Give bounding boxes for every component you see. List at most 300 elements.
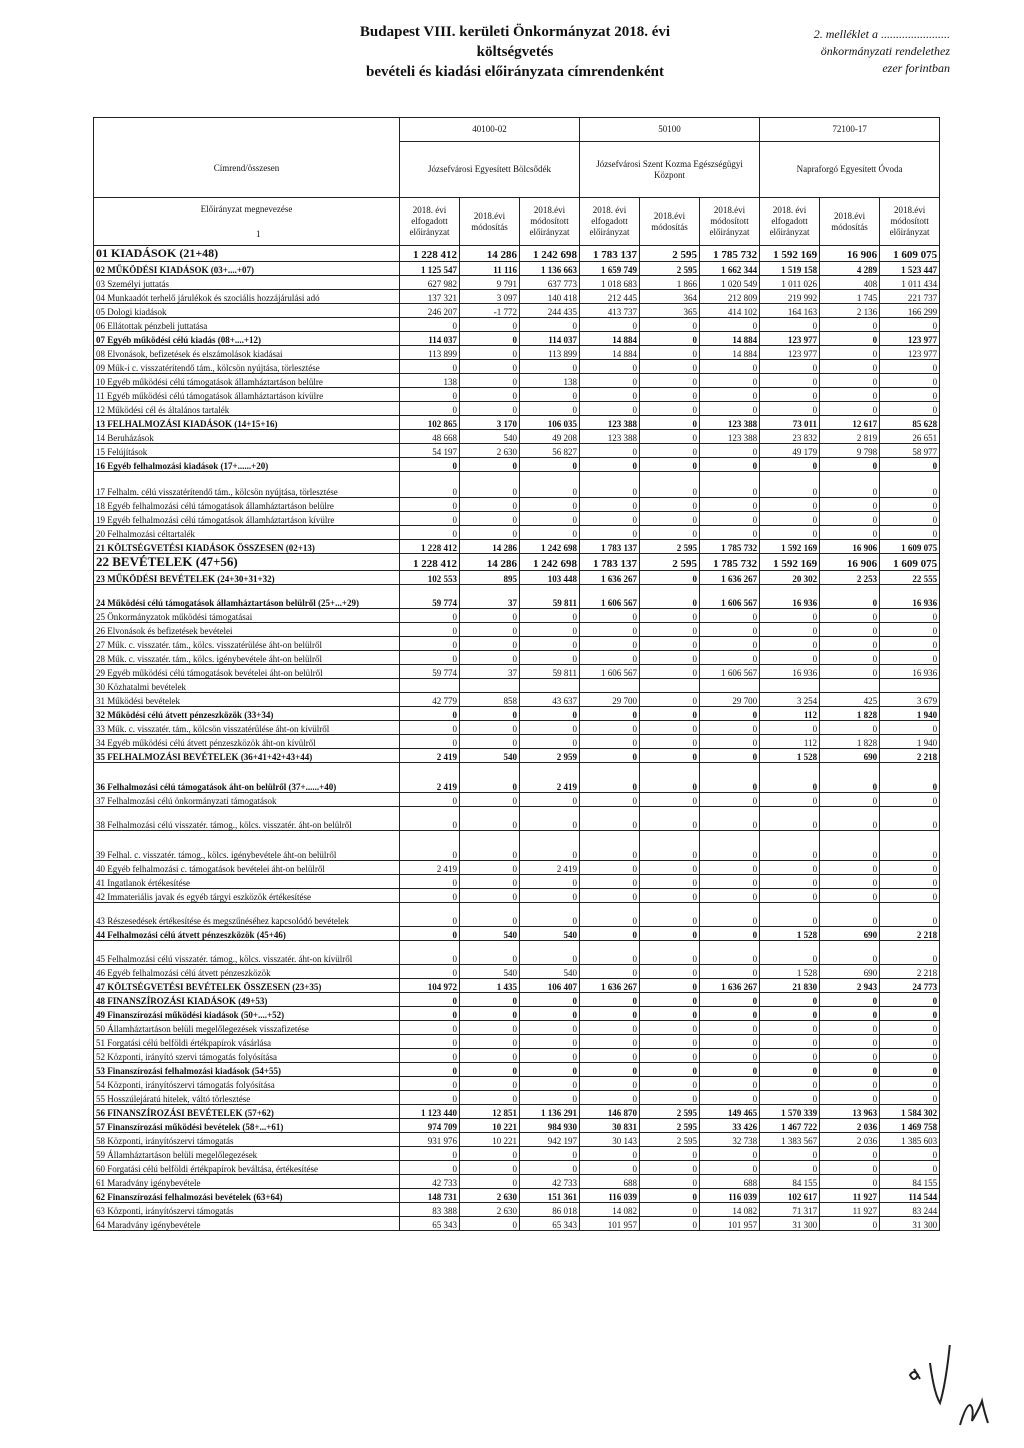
value-cell: 14 884 <box>700 346 760 360</box>
value-cell: 0 <box>760 318 820 332</box>
row-label: 24 Működési célú támogatások államháztartáson belülről (25+...+29) <box>94 585 400 609</box>
value-cell: 408 <box>820 276 880 290</box>
value-cell: 20 302 <box>760 571 820 585</box>
value-cell: 2 630 <box>460 1189 520 1203</box>
value-cell: 112 <box>760 707 820 721</box>
value-cell: 0 <box>760 512 820 526</box>
row-label: 22 BEVÉTELEK (47+56) <box>94 554 400 571</box>
value-cell: 2 036 <box>820 1133 880 1147</box>
value-cell: 0 <box>820 941 880 965</box>
table-row <box>94 246 940 262</box>
value-cell: 0 <box>760 360 820 374</box>
row-label: 43 Részesedések értékesítése és megszűnéséhez kapcsolódó bevételek <box>94 903 400 927</box>
value-cell: 0 <box>700 1021 760 1035</box>
value-cell: 688 <box>700 1175 760 1189</box>
row-label: 18 Egyéb felhalmozási célú támogatások államháztartáson belülre <box>94 498 400 512</box>
value-cell: 16 936 <box>760 665 820 679</box>
value-cell: 540 <box>520 927 580 941</box>
value-cell: 14 286 <box>460 246 520 262</box>
row-label: 01 KIADÁSOK (21+48) <box>94 246 400 262</box>
value-cell: 0 <box>580 637 640 651</box>
table-row <box>94 609 940 623</box>
table-row <box>94 571 940 585</box>
corner-cell <box>94 118 400 198</box>
value-cell: 0 <box>700 1147 760 1161</box>
value-cell: 0 <box>820 388 880 402</box>
value-cell: 0 <box>580 861 640 875</box>
value-cell: 0 <box>880 318 940 332</box>
value-cell: 1 785 732 <box>700 540 760 554</box>
value-cell: 0 <box>700 965 760 979</box>
value-cell: 149 465 <box>700 1105 760 1119</box>
value-cell: 2 419 <box>400 763 460 793</box>
row-label: 07 Egyéb működési célú kiadás (08+....+12) <box>94 332 400 346</box>
value-cell: 0 <box>400 1021 460 1035</box>
value-cell: 364 <box>640 290 700 304</box>
value-cell: 0 <box>400 1077 460 1091</box>
value-cell: 0 <box>880 1035 940 1049</box>
value-cell: 984 930 <box>520 1119 580 1133</box>
value-cell: 0 <box>640 1077 700 1091</box>
value-cell: 540 <box>460 965 520 979</box>
value-cell: 11 927 <box>820 1189 880 1203</box>
value-cell: 84 155 <box>760 1175 820 1189</box>
value-cell <box>820 679 880 693</box>
value-cell: 0 <box>580 458 640 472</box>
value-cell: 0 <box>640 979 700 993</box>
value-cell: 1 636 267 <box>700 571 760 585</box>
value-cell: 2 419 <box>520 861 580 875</box>
value-cell: 0 <box>400 721 460 735</box>
table-row <box>94 679 940 693</box>
value-cell: 0 <box>700 623 760 637</box>
value-cell: 0 <box>580 965 640 979</box>
code-header-row <box>94 118 940 142</box>
value-cell: 1 242 698 <box>520 540 580 554</box>
value-cell: 690 <box>820 927 880 941</box>
value-cell: 140 418 <box>520 290 580 304</box>
value-cell: 0 <box>520 472 580 498</box>
value-cell: 59 811 <box>520 585 580 609</box>
value-cell: 0 <box>580 749 640 763</box>
value-cell: 123 977 <box>880 346 940 360</box>
value-cell: 14 884 <box>580 332 640 346</box>
value-cell: 0 <box>580 993 640 1007</box>
value-cell: 1 745 <box>820 290 880 304</box>
value-cell: 0 <box>640 965 700 979</box>
value-cell: 11 927 <box>820 1203 880 1217</box>
value-cell: 0 <box>640 831 700 861</box>
value-cell: 1 606 567 <box>580 585 640 609</box>
row-label: 36 Felhalmozási célú támogatások áht-on belülről (37+......+40) <box>94 763 400 793</box>
table-row <box>94 1063 940 1077</box>
value-cell: 0 <box>820 318 880 332</box>
value-cell: 0 <box>580 721 640 735</box>
value-cell: 0 <box>880 993 940 1007</box>
table-row <box>94 1021 940 1035</box>
value-cell: 71 317 <box>760 1203 820 1217</box>
value-cell: 0 <box>520 388 580 402</box>
value-cell: 0 <box>580 526 640 540</box>
subheader-row <box>94 198 940 246</box>
value-cell: 0 <box>760 1035 820 1049</box>
value-cell: 0 <box>700 793 760 807</box>
value-cell: 0 <box>520 735 580 749</box>
value-cell: 0 <box>760 721 820 735</box>
value-cell: 0 <box>460 458 520 472</box>
value-cell: 0 <box>580 444 640 458</box>
value-cell: 0 <box>640 526 700 540</box>
value-cell: 138 <box>400 374 460 388</box>
value-cell: 0 <box>760 402 820 416</box>
value-cell: 83 388 <box>400 1203 460 1217</box>
value-cell: 2 595 <box>640 1119 700 1133</box>
value-cell: 212 809 <box>700 290 760 304</box>
value-cell: 0 <box>880 609 940 623</box>
value-cell: 0 <box>760 1147 820 1161</box>
value-cell: 0 <box>880 1049 940 1063</box>
value-cell: 0 <box>820 1007 880 1021</box>
value-cell: 0 <box>460 1035 520 1049</box>
value-cell: 0 <box>520 402 580 416</box>
value-cell: 14 082 <box>700 1203 760 1217</box>
value-cell: 0 <box>700 1049 760 1063</box>
value-cell: 0 <box>640 609 700 623</box>
value-cell: 148 731 <box>400 1189 460 1203</box>
value-cell: 1 123 440 <box>400 1105 460 1119</box>
value-cell: 0 <box>820 763 880 793</box>
value-cell: 164 163 <box>760 304 820 318</box>
value-cell: 0 <box>640 807 700 831</box>
row-label: 04 Munkaadót terhelő járulékok és szociális hozzájárulási adó <box>94 290 400 304</box>
unit-name-1: Józsefvárosi Egyesített Bölcsődék <box>400 142 580 198</box>
value-cell: 0 <box>460 941 520 965</box>
value-cell: 0 <box>460 360 520 374</box>
value-cell: 114 544 <box>880 1189 940 1203</box>
value-cell: 0 <box>880 861 940 875</box>
title-line-1: Budapest VIII. kerületi Önkormányzat 2018. évi költségvetés <box>359 24 671 60</box>
value-cell: 24 773 <box>880 979 940 993</box>
value-cell: 1 606 567 <box>700 585 760 609</box>
value-cell <box>520 679 580 693</box>
value-cell: 0 <box>640 1189 700 1203</box>
value-cell: 0 <box>580 875 640 889</box>
title-line-2: bevételi és kiadási előirányzata címrendenként <box>365 64 665 80</box>
value-cell: 0 <box>700 609 760 623</box>
value-cell: 858 <box>460 693 520 707</box>
value-cell: 0 <box>580 763 640 793</box>
table-row <box>94 903 940 927</box>
value-cell: 37 <box>460 665 520 679</box>
value-cell: 1 592 169 <box>760 246 820 262</box>
value-cell: 0 <box>400 965 460 979</box>
value-cell: 0 <box>880 637 940 651</box>
value-cell <box>760 679 820 693</box>
value-cell: 0 <box>580 472 640 498</box>
value-cell: 16 936 <box>880 665 940 679</box>
value-cell: 0 <box>880 889 940 903</box>
value-cell: 0 <box>520 1007 580 1021</box>
value-cell: 0 <box>760 374 820 388</box>
value-cell: 0 <box>880 941 940 965</box>
value-cell: 0 <box>700 889 760 903</box>
value-cell: 0 <box>460 1063 520 1077</box>
value-cell: 14 286 <box>460 554 520 571</box>
table-row <box>94 665 940 679</box>
value-cell: 974 709 <box>400 1119 460 1133</box>
row-label: 35 FELHALMOZÁSI BEVÉTELEK (36+41+42+43+44) <box>94 749 400 763</box>
value-cell: 0 <box>820 875 880 889</box>
table-row <box>94 623 940 637</box>
value-cell: 0 <box>880 402 940 416</box>
value-cell: 0 <box>520 1021 580 1035</box>
value-cell: 0 <box>880 360 940 374</box>
value-cell: 48 668 <box>400 430 460 444</box>
value-cell: 365 <box>640 304 700 318</box>
value-cell: 0 <box>640 585 700 609</box>
value-cell: 0 <box>580 1161 640 1175</box>
value-cell: 2 218 <box>880 965 940 979</box>
value-cell: 11 116 <box>460 262 520 276</box>
value-cell <box>460 679 520 693</box>
value-cell: 0 <box>460 512 520 526</box>
value-cell: 0 <box>580 1063 640 1077</box>
value-cell: 414 102 <box>700 304 760 318</box>
value-cell: 16 936 <box>760 585 820 609</box>
table-row <box>94 540 940 554</box>
row-label: 17 Felhalm. célú visszatérítendő tám., kölcsön nyújtása, törlesztése <box>94 472 400 498</box>
row-label: 16 Egyéb felhalmozási kiadások (17+......+20) <box>94 458 400 472</box>
row-label: 33 Műk. c. visszatér. tám., kölcsön visszatérülése áht-on kívülről <box>94 721 400 735</box>
row-label: 61 Maradvány igénybevétele <box>94 1175 400 1189</box>
value-cell: 0 <box>580 512 640 526</box>
value-cell: 1 636 267 <box>580 571 640 585</box>
value-cell: 0 <box>760 1021 820 1035</box>
value-cell <box>700 679 760 693</box>
value-cell: 0 <box>700 374 760 388</box>
value-cell: 73 011 <box>760 416 820 430</box>
table-row <box>94 512 940 526</box>
value-cell: 0 <box>400 360 460 374</box>
row-label: 02 MŰKÖDÉSI KIADÁSOK (03+....+07) <box>94 262 400 276</box>
value-cell: 0 <box>400 735 460 749</box>
value-cell: 1 570 339 <box>760 1105 820 1119</box>
table-row <box>94 1217 940 1231</box>
value-cell: 1 385 603 <box>880 1133 940 1147</box>
value-cell: 31 300 <box>880 1217 940 1231</box>
row-label: 34 Egyéb működési célú átvett pénzeszközök áht-on kívülről <box>94 735 400 749</box>
table-row <box>94 941 940 965</box>
value-cell: 16 906 <box>820 554 880 571</box>
row-label: 38 Felhalmozási célú visszatér. támog., kölcs. visszatér. áht-on belülről <box>94 807 400 831</box>
value-cell: 2 595 <box>640 246 700 262</box>
value-cell: 1 136 291 <box>520 1105 580 1119</box>
value-cell <box>880 679 940 693</box>
value-cell: 0 <box>520 831 580 861</box>
value-cell: 0 <box>640 623 700 637</box>
value-cell: 1 866 <box>640 276 700 290</box>
value-cell <box>640 679 700 693</box>
value-cell: 0 <box>520 512 580 526</box>
row-label: 47 KÖLTSÉGVETÉSI BEVÉTELEK ÖSSZESEN (23+35) <box>94 979 400 993</box>
value-cell: 0 <box>460 374 520 388</box>
value-cell: 0 <box>520 637 580 651</box>
value-cell: 0 <box>700 763 760 793</box>
row-label: 58 Központi, irányítószervi támogatás <box>94 1133 400 1147</box>
value-cell: 104 972 <box>400 979 460 993</box>
value-cell: 0 <box>520 993 580 1007</box>
unit-label: ezer forintban <box>882 61 950 75</box>
value-cell: 2 959 <box>520 749 580 763</box>
value-cell: 1 783 137 <box>580 246 640 262</box>
value-cell: 0 <box>400 903 460 927</box>
row-label: 49 Finanszírozási működési kiadások (50+....+52) <box>94 1007 400 1021</box>
value-cell: 540 <box>520 965 580 979</box>
value-cell: 0 <box>580 903 640 927</box>
value-cell: 0 <box>580 735 640 749</box>
value-cell: 0 <box>820 498 880 512</box>
value-cell: 3 254 <box>760 693 820 707</box>
value-cell: 0 <box>580 318 640 332</box>
row-label: 12 Működési cél és általános tartalék <box>94 402 400 416</box>
value-cell: 0 <box>880 512 940 526</box>
value-cell: 30 143 <box>580 1133 640 1147</box>
value-cell: 21 830 <box>760 979 820 993</box>
value-cell: 0 <box>700 807 760 831</box>
value-cell: 37 <box>460 585 520 609</box>
value-cell: 0 <box>700 402 760 416</box>
corner-label: Címrend/összesen <box>213 163 280 173</box>
value-cell: 166 299 <box>880 304 940 318</box>
value-cell: 637 773 <box>520 276 580 290</box>
value-cell: 0 <box>580 1049 640 1063</box>
value-cell: 0 <box>460 903 520 927</box>
value-cell: 1 020 549 <box>700 276 760 290</box>
value-cell: 0 <box>460 332 520 346</box>
value-cell: 3 097 <box>460 290 520 304</box>
value-cell: 0 <box>820 831 880 861</box>
value-cell: 54 197 <box>400 444 460 458</box>
value-cell: 1 636 267 <box>580 979 640 993</box>
value-cell: 102 865 <box>400 416 460 430</box>
value-cell: 42 779 <box>400 693 460 707</box>
value-cell: 0 <box>400 637 460 651</box>
value-cell: 0 <box>520 1077 580 1091</box>
value-cell: 0 <box>640 1203 700 1217</box>
value-cell: 0 <box>820 512 880 526</box>
value-cell: 1 011 026 <box>760 276 820 290</box>
value-cell: 0 <box>460 735 520 749</box>
subheader-cell: 2018.évi módosított előirányzat <box>700 198 760 246</box>
table-row <box>94 290 940 304</box>
value-cell: 246 207 <box>400 304 460 318</box>
value-cell: 244 435 <box>520 304 580 318</box>
value-cell: 0 <box>460 402 520 416</box>
table-row <box>94 1035 940 1049</box>
value-cell: 0 <box>460 721 520 735</box>
value-cell: 1 609 075 <box>880 246 940 262</box>
value-cell: 0 <box>760 1007 820 1021</box>
table-row <box>94 965 940 979</box>
value-cell: 0 <box>880 1147 940 1161</box>
value-cell: 0 <box>580 498 640 512</box>
value-cell: 65 343 <box>400 1217 460 1231</box>
value-cell: 0 <box>400 707 460 721</box>
value-cell: 0 <box>640 707 700 721</box>
value-cell: 0 <box>700 721 760 735</box>
value-cell: 540 <box>460 927 520 941</box>
row-label: 28 Műk. c. visszatér. tám., kölcs. igénybevétele áht-on belülről <box>94 651 400 665</box>
value-cell: 9 791 <box>460 276 520 290</box>
value-cell: 0 <box>400 941 460 965</box>
value-cell: 0 <box>580 1077 640 1091</box>
value-cell: 1 606 567 <box>580 665 640 679</box>
value-cell: 0 <box>760 498 820 512</box>
table-row <box>94 346 940 360</box>
value-cell: 1 435 <box>460 979 520 993</box>
value-cell: 0 <box>700 707 760 721</box>
value-cell: 31 300 <box>760 1217 820 1231</box>
subheader-cell: 2018.évi módosítás <box>460 198 520 246</box>
table-row <box>94 1091 940 1105</box>
value-cell: 0 <box>760 875 820 889</box>
row-label: 09 Műk-i c. visszatérítendő tám., kölcsön nyújtása, törlesztése <box>94 360 400 374</box>
value-cell: 1 242 698 <box>520 554 580 571</box>
value-cell: 0 <box>580 623 640 637</box>
value-cell: 56 827 <box>520 444 580 458</box>
table-row <box>94 1007 940 1021</box>
value-cell: 0 <box>820 472 880 498</box>
value-cell: 0 <box>640 1049 700 1063</box>
value-cell: 0 <box>640 472 700 498</box>
value-cell: 85 628 <box>880 416 940 430</box>
value-cell: 1 469 758 <box>880 1119 940 1133</box>
value-cell: 0 <box>640 1161 700 1175</box>
value-cell: 0 <box>700 360 760 374</box>
value-cell: 4 289 <box>820 262 880 276</box>
value-cell: 0 <box>640 416 700 430</box>
row-label: 52 Központi, irányító szervi támogatás folyósítása <box>94 1049 400 1063</box>
table-row <box>94 374 940 388</box>
value-cell: 1 785 732 <box>700 246 760 262</box>
value-cell: 0 <box>820 793 880 807</box>
value-cell: 0 <box>400 831 460 861</box>
value-cell: 0 <box>640 693 700 707</box>
row-label: 45 Felhalmozási célú visszatér. támog., kölcs. visszatér. áht-on kívülről <box>94 941 400 965</box>
row-label: 32 Működési célú átvett pénzeszközök (33+34) <box>94 707 400 721</box>
value-cell: 0 <box>640 903 700 927</box>
value-cell: 29 700 <box>700 693 760 707</box>
subheader-cell: 2018. évi elfogadott előirányzat <box>760 198 820 246</box>
value-cell: 101 957 <box>580 1217 640 1231</box>
value-cell: 0 <box>460 637 520 651</box>
value-cell: 0 <box>460 498 520 512</box>
value-cell: 0 <box>580 1147 640 1161</box>
value-cell: 12 617 <box>820 416 880 430</box>
value-cell: 43 637 <box>520 693 580 707</box>
value-cell: 0 <box>400 927 460 941</box>
value-cell: 0 <box>760 763 820 793</box>
value-cell: 102 617 <box>760 1189 820 1203</box>
row-label: 06 Ellátottak pénzbeli juttatása <box>94 318 400 332</box>
value-cell: 1 592 169 <box>760 540 820 554</box>
value-cell: 425 <box>820 693 880 707</box>
value-cell: 2 943 <box>820 979 880 993</box>
value-cell: 114 037 <box>400 332 460 346</box>
value-cell: 0 <box>700 1007 760 1021</box>
value-cell: 16 936 <box>880 585 940 609</box>
value-cell: 1 609 075 <box>880 554 940 571</box>
